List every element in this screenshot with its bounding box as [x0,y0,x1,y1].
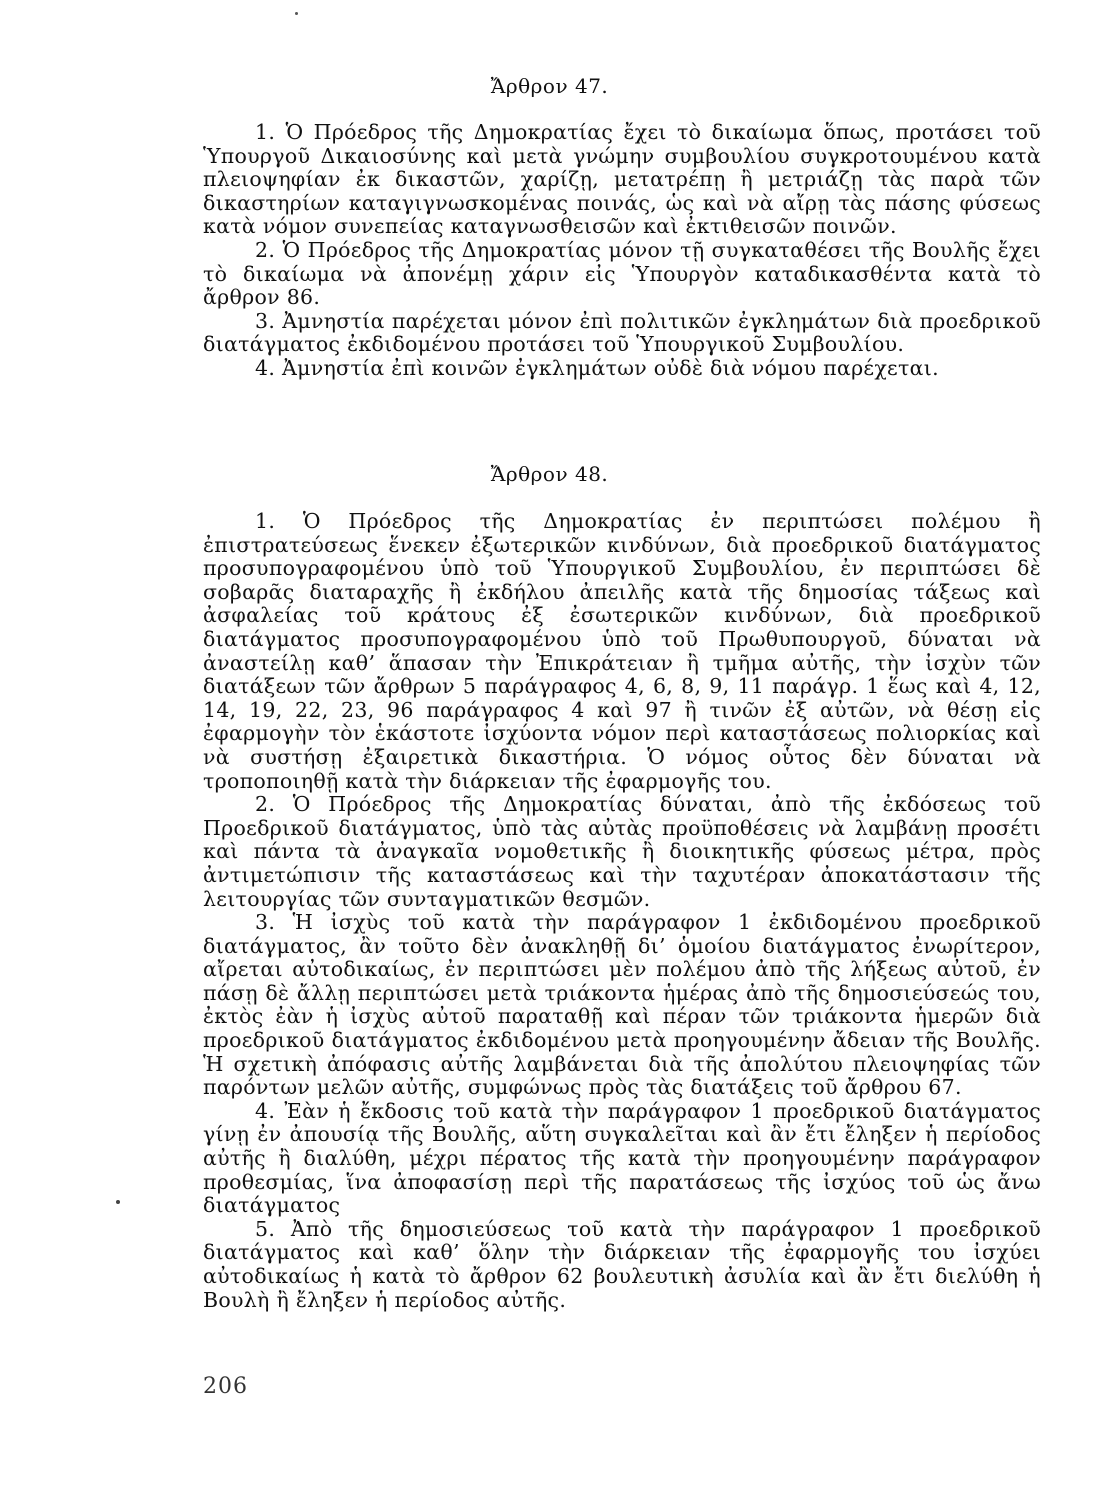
article-48-body [203,510,1041,1312]
article-47-paragraph-2: 2. Ὁ Πρόεδρος τῆς Δημοκρατίας μόνον τῇ συγκαταθέσει τῆς Βουλῆς ἔχει τὸ δικαίωμα νὰ ἀπονέμῃ χάριν εἰς Ὑπουργὸν καταδικασθέντα κατὰ τὸ ἄρθρον 86. [203,237,1041,310]
article-47-paragraph-4: 4. Ἀμνηστία ἐπὶ κοινῶν ἐγκλημάτων οὐδὲ διὰ νόμου παρέχεται. [255,355,939,380]
article-48-paragraph-2: 2. Ὁ Πρόεδρος τῆς Δημοκρατίας δύναται, ἀπὸ τῆς ἐκδόσεως τοῦ Προεδρικοῦ διατάγματος, ὑπὸ τὰς αὐτὰς προϋποθέσεις νὰ λαμβάνῃ προσέτι καὶ πάντα τὰ ἀναγκαῖα νομοθετικῆς ἢ διοικητικῆς φύσεως μέτρα, πρὸς ἀντιμετώπισιν τῆς καταστάσεως καὶ τὴν ταχυτέραν ἀποκατάστασιν τῆς λειτουργίας τῶν συνταγματικῶν θεσμῶν. [203,792,1041,911]
page-number: 206 [203,1374,248,1399]
article-47-body [203,121,1041,381]
article-48-paragraph-1: 1. Ὁ Πρόεδρος τῆς Δημοκρατίας ἐν περιπτώσει πολέμου ἢ ἐπιστρατεύσεως ἕνεκεν ἐξωτερικῶν κινδύνων, διὰ προεδρικοῦ διατάγματος προσυπογραφομένου ὑπὸ τοῦ Ὑπουργικοῦ Συμβουλίου, ἐν περιπτώσει δὲ σοβαρᾶς διαταραχῆς ἢ ἐκδήλου ἀπειλῆς κατὰ τῆς δημοσίας τάξεως καὶ ἀσφαλείας τοῦ κράτους ἐξ ἐσωτερικῶν κινδύνων, διὰ προεδρικοῦ διατάγματος προσυπογραφομένου ὑπὸ τοῦ Πρωθυπουργοῦ, δύναται νὰ ἀναστείλῃ καθ’ ἅπασαν τὴν Ἐπικράτειαν ἢ τμῆμα αὐτῆς, τὴν ἰσχὺν τῶν διατάξεων τῶν ἄρθρων 5 παράγραφος 4, 6, 8, 9, 11 παράγρ. 1 ἕως καὶ 4, 12, 14, 19, 22, 23, 96 παράγραφος 4 καὶ 97 ἢ τινῶν ἐξ αὐτῶν, νὰ θέσῃ εἰς ἐφαρμογὴν τὸν ἑκάστοτε ἰσχύοντα νόμον περὶ καταστάσεως πολιορκίας καὶ νὰ συστήσῃ ἐξαιρετικὰ δικαστήρια. Ὁ νόμος οὗτος δὲν δύναται νὰ τροποποιηθῇ κατὰ τὴν διάρκειαν τῆς ἐφαρμογῆς του. [203,509,1041,793]
scan-speck-margin [116,1200,120,1204]
article-47-paragraph-3: 3. Ἀμνηστία παρέχεται μόνον ἐπὶ πολιτικῶν ἐγκλημάτων διὰ προεδρικοῦ διατάγματος ἐκδιδομένου προτάσει τοῦ Ὑπουργικοῦ Συμβουλίου. [203,308,1041,357]
article-48-paragraph-3: 3. Ἡ ἰσχὺς τοῦ κατὰ τὴν παράγραφον 1 ἐκδιδομένου προεδρικοῦ διατάγματος, ἂν τοῦτο δὲν ἀνακληθῇ δι’ ὁμοίου διατάγματος ἐνωρίτερον, αἴρεται αὐτοδικαίως, ἐν περιπτώσει μὲν πολέμου ἀπὸ τῆς λήξεως αὐτοῦ, ἐν πάσῃ δὲ ἄλλῃ περιπτώσει μετὰ τριάκοντα ἡμέρας ἀπὸ τῆς δημοσιεύσεώς του, ἐκτὸς ἐὰν ἡ ἰσχὺς αὐτοῦ παραταθῇ καὶ πέραν τῶν τριάκοντα ἡμερῶν διὰ προεδρικοῦ διατάγματος ἐκδιδομένου μετὰ προηγουμένην ἄδειαν τῆς Βουλῆς. Ἡ σχετικὴ ἀπόφασις αὐτῆς λαμβάνεται διὰ τῆς ἀπολύτου πλειοψηφίας τῶν παρόντων μελῶν αὐτῆς, συμφώνως πρὸς τὰς διατάξεις τοῦ ἄρθρου 67. [203,910,1041,1100]
article-48-paragraph-5: 5. Ἀπὸ τῆς δημοσιεύσεως τοῦ κατὰ τὴν παράγραφον 1 προεδρικοῦ διατάγματος καὶ καθ’ ὅλην τὴν διάρκειαν τῆς ἐφαρμογῆς του ἰσχύει αὐτοδικαίως ἡ κατὰ τὸ ἄρθρον 62 βουλευτικὴ ἀσυλία καὶ ἂν ἔτι διελύθη ἡ Βουλὴ ἢ ἔληξεν ἡ περίοδος αὐτῆς. [203,1216,1041,1312]
article-47-title: Ἄρθρον 47. [490,74,609,98]
article-48-title: Ἄρθρον 48. [490,462,609,486]
article-48-paragraph-4: 4. Ἐὰν ἡ ἔκδοσις τοῦ κατὰ τὴν παράγραφον 1 προεδρικοῦ διατάγματος γίνῃ ἐν ἀπουσίᾳ τῆς Βουλῆς, αὕτη συγκαλεῖται καὶ ἂν ἔτι ἔληξεν ἡ περίοδος αὐτῆς ἢ διαλύθη, μέχρι πέρατος τῆς κατὰ τὴν προηγουμένην παράγραφον προθεσμίας, ἵνα ἀποφασίσῃ περὶ τῆς παρατάσεως τῆς ἰσχύος τοῦ ὡς ἄνω διατάγματος [203,1098,1041,1218]
article-47-paragraph-1: 1. Ὁ Πρόεδρος τῆς Δημοκρατίας ἔχει τὸ δικαίωμα ὅπως, προτάσει τοῦ Ὑπουργοῦ Δικαιοσύνης καὶ μετὰ γνώμην συμβουλίου συγκροτουμένου κατὰ πλειοψηφίαν ἐκ δικαστῶν, χαρίζῃ, μετατρέπῃ ἢ μετριάζῃ τὰς παρὰ τῶν δικαστηρίων καταγιγνωσκομένας ποινάς, ὡς καὶ νὰ αἴρῃ τὰς πάσης φύσεως κατὰ νόμον συνεπείας καταγνωσθεισῶν καὶ ἐκτιθεισῶν ποινῶν. [203,120,1041,239]
scan-speck [295,12,298,15]
